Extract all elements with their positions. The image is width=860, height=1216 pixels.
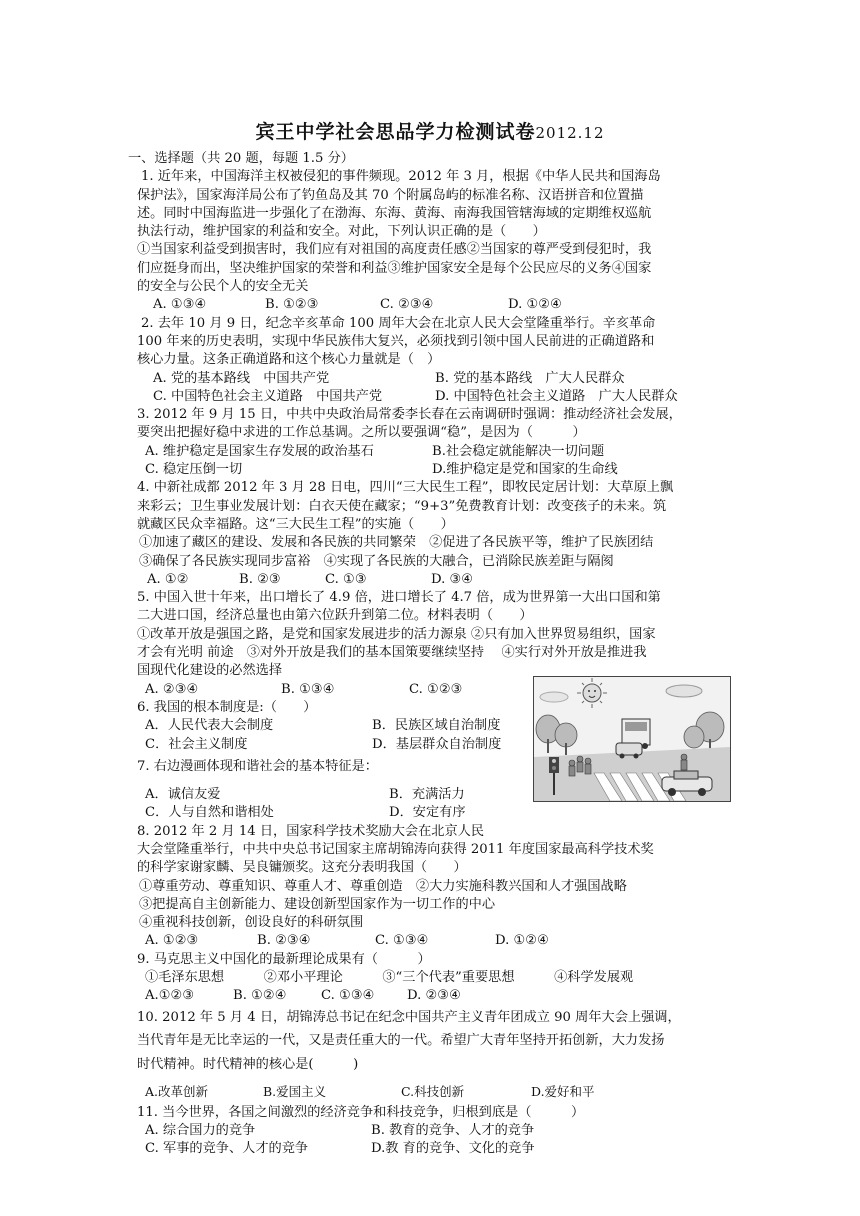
q2-line: 核心力量。这条正确道路和这个核心力量就是（ ） [137,352,441,368]
q9-line: 9. 马克思主义中国化的最新理论成果有（ ） [137,951,431,967]
q10-line: 当代青年是无比幸运的一代，又是责任重大的一代。希望广大青年坚持开拓创新，大力发扬 [137,1033,665,1049]
option: A. 综合国力的竞争 [145,1122,256,1138]
q10-line: 时代精神。时代精神的核心是( ) [137,1056,359,1072]
option: D. ③④ [431,571,474,587]
q8-line: ④重视科技创新，创设良好的科研氛围 [139,915,364,931]
q5-line: 国现代化建设的必然选择 [137,663,283,679]
option: A. 党的基本路线 中国共产党 [153,370,330,386]
option: C. 军事的竞争、人才的竞争 [145,1141,309,1157]
option: B. 教育的竞争、人才的竞争 [371,1122,535,1138]
option: C. ②③④ [380,297,434,313]
option: A. ②③④ [145,681,199,697]
q7-line: 7. 右边漫画体现和谐社会的基本特征是： [137,758,378,774]
option: D. ②③④ [407,988,461,1004]
question-10 [137,1006,737,1104]
q5-line: 二大进口国，经济总量也由第六位跃升到第二位。材料表明（ ） [137,608,533,624]
option: B. ②③ [239,571,281,587]
question-6 [137,699,502,754]
q3-line: 要突出把握好稳中求进的工作总基调。之所以要强调“稳”，是因为（ ） [137,425,586,441]
q3-options [137,443,737,461]
q10-line: 10. 2012 年 5 月 4 日，胡锦涛总书记在纪念中国共产主义青年团成立 90 周年大会上强调， [137,1009,681,1025]
q1-line: 执法行动，维护国家的利益和安全。对此，下列认识正确的是（ ） [137,224,546,240]
q7-options [137,786,497,804]
q8-line: 的科学家谢家麟、吴良镛颁奖。这充分表明我国（ ） [137,860,467,876]
q8-line: ①尊重劳动、尊重知识、尊重人才、尊重创造 ②大力实施科教兴国和人才强国战略 [139,878,627,894]
option: A．人民代表大会制度 [145,718,274,734]
q1-line: 1. 近年来，中国海洋主权被侵犯的事件频现。2012 年 3 月，根据《中华人民共和国海岛 [141,169,661,185]
option: C. ①③ [325,571,367,587]
cartoon-drawing [534,677,730,801]
option: C. ①②③ [409,681,463,697]
title-date: 2012.12 [535,124,605,142]
q4-line: ③确保了各民族实现同步富裕 ④实现了各民族的大融合，已消除民族差距与隔阂 [139,553,614,569]
q2-options [137,370,737,388]
q8-line: 8. 2012 年 2 月 14 日，国家科学技术奖励大会在北京人民 [137,823,485,839]
option: D.维护稳定是党和国家的生命线 [432,462,618,478]
cartoon-street-scene-icon [533,676,731,802]
exam-content [128,150,737,1159]
q9-line: ①毛泽东思想 ②邓小平理论 ③“三个代表”重要思想 ④科学发展观 [145,970,634,986]
q4-line: 来彩云；卫生事业发展计划：白衣天使在藏家；“9+3”免费教育计划：改变孩子的未来。筑 [137,498,667,514]
option: C. 稳定压倒一切 [145,462,243,478]
option: D.爱好和平 [531,1084,595,1100]
page-title [0,117,860,144]
q10-options [137,1080,737,1104]
q4-line: 4. 中新社成都 2012 年 3 月 28 日电，四川“三大民生工程”，即牧民定居计划：大草原上飘 [137,480,674,496]
option: D．安定有序 [389,805,466,821]
q6-options [137,736,502,754]
option: B.爱国主义 [263,1084,327,1100]
option: A. 维护稳定是国家生存发展的政治基石 [145,443,374,459]
option: C. 中国特色社会主义道路 中国共产党 [153,388,383,404]
q1-line: 的安全与公民个人的安全无关 [137,279,309,295]
question-1 [137,168,737,314]
q4-line: 就藏区民众幸福路。这“三大民生工程”的实施（ ） [137,516,454,532]
question-8 [137,823,737,951]
option: A. ①② [147,571,189,587]
option: D. 中国特色社会主义道路 广大人民群众 [435,388,678,404]
q3-options [137,461,737,479]
q2-line: 2. 去年 10 月 9 日，纪念辛亥革命 100 周年大会在北京人民大会堂隆重举行。辛亥革命 [141,315,656,331]
option: B. ①②③ [265,297,319,313]
q3-line: 3. 2012 年 9 月 15 日，中共中央政治局常委李长春在云南调研时强调：推动经济社会发展， [137,407,682,423]
q1-line: 述。同时中国海监进一步强化了在渤海、东海、黄海、南海我国管辖海域的定期维权巡航 [137,205,652,221]
option: C．人与自然和谐相处 [145,805,274,821]
q5-line: 5. 中国入世十年来，出口增长了 4.9 倍，进口增长了 4.7 倍，成为世界第一大出口国和第 [137,590,661,606]
q11-line: 11. 当今世界，各国之间激烈的经济竞争和科技竞争，归根到底是（ ） [137,1104,585,1120]
option: C. ①③④ [375,933,429,949]
option: B．充满活力 [389,787,465,803]
option: B. ①③④ [281,681,335,697]
q9-options [137,987,737,1005]
option: C．社会主义制度 [145,736,248,752]
q11-options [137,1122,737,1140]
option: D. ①②④ [508,297,562,313]
question-9 [137,951,737,1006]
title-text: 宾王中学社会思品学力检测试卷 [255,121,536,143]
q5-line: ①改革开放是强国之路，是党和国家发展进步的活力源泉 ②只有加入世界贸易组织，国家 [137,626,656,642]
q8-options [137,932,737,950]
option: D.教 育的竞争、文化的竞争 [371,1141,535,1157]
q1-options [137,296,737,314]
question-7 [137,758,497,823]
option: A. ①②③ [145,933,199,949]
q1-line: 保护法》，国家海洋局公布了钓鱼岛及其 70 个附属岛屿的标准名称、汉语拼音和位置描 [137,187,644,203]
question-2 [137,315,737,406]
option: B. ②③④ [257,933,311,949]
question-11 [137,1104,737,1159]
option: A. ①③④ [153,297,207,313]
option: D．基层群众自治制度 [372,736,502,752]
q7-options [137,804,497,822]
option: B.社会稳定就能解决一切问题 [432,443,605,459]
option: A．诚信友爱 [145,787,221,803]
question-3 [137,406,737,479]
option: B．民族区域自治制度 [372,718,501,734]
option: C.科技创新 [401,1084,465,1100]
q11-options [137,1140,737,1158]
option: B. 党的基本路线 广大人民群众 [435,370,625,386]
option: A.改革创新 [145,1084,209,1100]
q1-line: ①当国家利益受到损害时，我们应有对祖国的高度责任感②当国家的尊严受到侵犯时，我 [137,242,652,258]
option: A.①②③ [145,988,195,1004]
q2-line: 100 年来的历史表明，实现中华民族伟大复兴，必须找到引领中国人民前进的正确道路和 [137,333,655,349]
q6-options [137,717,501,735]
q4-line: ①加速了藏区的建设、发展和各民族的共同繁荣 ②促进了各民族平等，维护了民族团结 [139,535,654,551]
q8-line: ③把提高自主创新能力、建设创新型国家作为一切工作的中心 [139,896,496,912]
section-heading: 一、选择题（共 20 题，每题 1.5 分） [128,151,354,166]
q4-options [137,571,737,589]
question-4 [137,479,737,589]
q1-line: 们应挺身而出，坚决维护国家的荣誉和利益③维护国家安全是每个公民应尽的义务④国家 [137,260,652,276]
option: B. ①②④ [233,988,287,1004]
option: C. ①③④ [321,988,375,1004]
q5-line: 才会有光明 前途 ③对外开放是我们的基本国策要继续坚持 ④实行对外开放是推进我 [137,645,647,661]
q8-line: 大会堂隆重举行，中共中央总书记国家主席胡锦涛向获得 2011 年度国家最高科学技术奖 [137,841,654,857]
option: D. ①②④ [495,933,549,949]
q2-options [137,388,737,406]
q6-line: 6. 我国的根本制度是:（ ） [137,699,317,715]
